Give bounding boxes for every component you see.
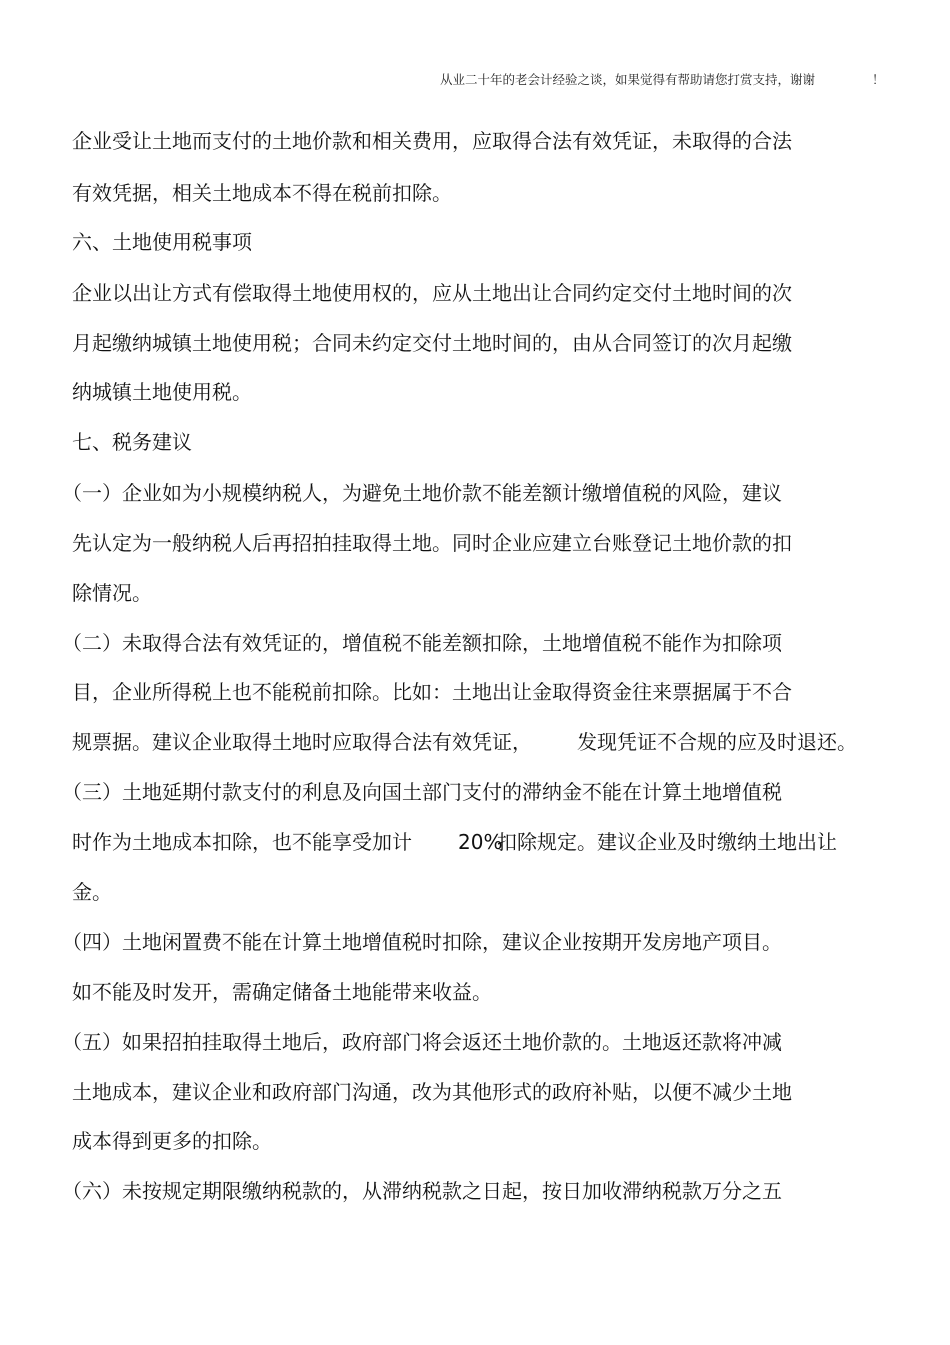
line-segment: 规票据。建议企业取得土地时应取得合法有效凭证，: [72, 730, 532, 754]
percent-value: 20%: [458, 830, 503, 854]
paragraph-line: （三）土地延期付款支付的利息及向国土部门支付的滞纳金不能在计算土地增值税: [62, 780, 782, 804]
paragraph-line: （五）如果招拍挂取得土地后，政府部门将会返还土地价款的。土地返还款将冲减: [62, 1030, 782, 1054]
paragraph-line: 成本得到更多的扣除。: [72, 1129, 272, 1153]
section-heading: 六、土地使用税事项: [72, 230, 252, 254]
section-heading: 七、税务建议: [72, 430, 192, 454]
paragraph-line: 纳城镇土地使用税。: [72, 380, 252, 404]
line-segment: 发现凭证不合规的应及时退还。: [577, 730, 857, 754]
paragraph-line: 金。: [72, 880, 112, 904]
paragraph-line: 目，企业所得税上也不能税前扣除。比如：土地出让金取得资金往来票据属于不合: [72, 680, 792, 704]
paragraph-line: 企业以出让方式有偿取得土地使用权的，应从土地出让合同约定交付土地时间的次: [72, 281, 792, 305]
paragraph-line: 土地成本，建议企业和政府部门沟通，改为其他形式的政府补贴，以便不减少土地: [72, 1080, 792, 1104]
paragraph-line: 月起缴纳城镇土地使用税；合同未约定交付土地时间的，由从合同签订的次月起缴: [72, 331, 792, 355]
page-header: [440, 70, 885, 88]
paragraph-line: （四）土地闲置费不能在计算土地增值税时扣除，建议企业按期开发房地产项目。: [62, 930, 782, 954]
paragraph-line: （二）未取得合法有效凭证的，增值税不能差额扣除，土地增值税不能作为扣除项: [62, 631, 782, 655]
header-text: 从业二十年的老会计经验之谈，如果觉得有帮助请您打赏支持，谢谢: [440, 72, 816, 87]
paragraph-line: 企业受让土地而支付的土地价款和相关费用，应取得合法有效凭证，未取得的合法: [72, 129, 792, 153]
header-exclamation: ！: [872, 72, 885, 87]
paragraph-line: 先认定为一般纳税人后再招拍挂取得土地。同时企业应建立台账登记土地价款的扣: [72, 531, 792, 555]
paragraph-line: 如不能及时发开，需确定储备土地能带来收益。: [72, 980, 492, 1004]
paragraph-line: 除情况。: [72, 581, 152, 605]
line-segment: 扣除规定。建议企业及时缴纳土地出让: [497, 830, 837, 854]
paragraph-line: 有效凭据，相关土地成本不得在税前扣除。: [72, 181, 452, 205]
line-segment: 时作为土地成本扣除，也不能享受加计: [72, 830, 412, 854]
paragraph-line: （六）未按规定期限缴纳税款的，从滞纳税款之日起，按日加收滞纳税款万分之五: [62, 1179, 782, 1203]
paragraph-line: （一）企业如为小规模纳税人，为避免土地价款不能差额计缴增值税的风险，建议: [62, 481, 782, 505]
